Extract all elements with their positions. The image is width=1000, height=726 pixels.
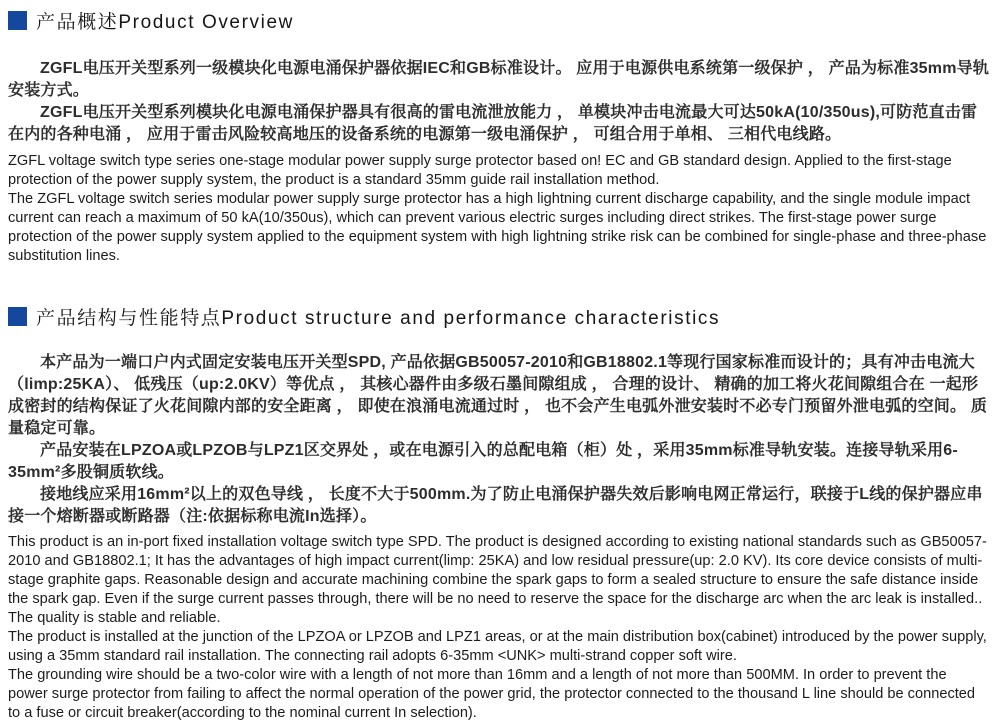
section-header	[8, 8, 990, 32]
cn-paragraph: 接地线应采用16mm²以上的双色导线 ， 长度不大于500mm.为了防止电涌保护器失效后影响电网正常运行，联接于L线的保护器应串接一个熔断器或断路器（注:依据标称电流In选择）。	[8, 486, 983, 525]
section-title: 产品概述Product Overview	[36, 11, 294, 33]
en-paragraph: The product is installed at the junction of the LPZOA or LPZOB and LPZ1 areas, or at the main distribution box(cabinet) introduced by the power supply, using a 35mm standard rail installation. The connecting rail adopts 6-35mm <UNK> multi-strand copper soft wire.	[8, 629, 987, 664]
chinese-text-block	[8, 58, 990, 146]
cn-paragraph: ZGFL电压开关型系列模块化电源电涌保护器具有很高的雷电流泄放能力 ， 单模块冲击电流最大可达50kA(10/350us),可防范直击雷在内的各种电涌 ， 应用于雷击风险较高地压的设备系统的电源第一级电涌保护 ， 可组合用于单相、 三相代电线路。	[8, 104, 978, 143]
english-text-block	[8, 152, 990, 266]
en-paragraph: The ZGFL voltage switch series modular power supply surge protector has a high lightning current discharge capability, and the single module impact current can reach a maximum of 50 kA(10/350us), which can prevent various electric surges including direct strikes. The first-stage power surge protection of the power supply system applied to the equipment system with high lightning strike risk can be combined for single-phase and three-phase substitution lines.	[8, 191, 987, 264]
english-text-block	[8, 533, 990, 723]
section-title: 产品结构与性能特点Product structure and performance characteristics	[36, 307, 721, 329]
section-marker-icon	[8, 11, 27, 30]
en-paragraph: The grounding wire should be a two-color wire with a length of not more than 16mm and a length of not more than 500MM. In order to prevent the power surge protector from failing to affect the normal operation of the power grid, the protector connected to the thousand L line should be connected to a fuse or circuit breaker(according to the nominal current In selection).	[8, 667, 976, 721]
cn-paragraph: 本产品为一端口户内式固定安装电压开关型SPD, 产品依据GB50057-2010和GB18802.1等现行国家标准而设计的；具有冲击电流大（limp:25KA）、 低残压（up:2.0KV）等优点 ， 其核心器件由多级石墨间隙组成 ， 合理的设计、 精确的加工将火花间隙组合在 一起形成密封的结构保证了火花间隙内部的安全距离 ， 即使在浪涌电流通过时 ， 也不会产生电弧外泄安装时不必专门预留外泄电弧的空间。 质量稳定可靠。	[8, 354, 988, 437]
cn-paragraph: 产品安装在LPZOA或LPZOB与LPZ1区交界处 ，或在电源引入的总配电箱（柜）处 ，采用35mm标准导轨安装。连接导轨采用6-35mm²多股铜质软线。	[8, 442, 958, 481]
section-marker-icon	[8, 307, 27, 326]
en-paragraph: This product is an in-port fixed installation voltage switch type SPD. The product is designed according to existing national standards such as GB50057-2010 and GB18802.1; It has the advantages of high impact current(limp: 25KA) and low residual pressure(up: 2.0 KV). Its core device consists of multi-stage graphite gaps. Reasonable design and accurate machining combine the spark gaps to form a sealed structure to ensure the safe distance inside the spark gap. Even if the surge current passes through, there will be no need to reserve the space for the discharge arc when the arc leak is installed.. The quality is stable and reliable.	[8, 534, 987, 626]
section-header	[8, 304, 990, 328]
en-paragraph: ZGFL voltage switch type series one-stage modular power supply surge protector based on! EC and GB standard design. Applied to the first-stage protection of the power supply system, the product is a standard 35mm guide rail installation method.	[8, 153, 952, 188]
chinese-text-block	[8, 352, 990, 528]
cn-paragraph: ZGFL电压开关型系列一级模块化电源电涌保护器依据IEC和GB标准设计。 应用于电源供电系统第一级保护 ， 产品为标准35mm导轨安装方式。	[8, 60, 990, 99]
section-product-structure	[8, 304, 990, 723]
section-product-overview	[8, 8, 990, 266]
